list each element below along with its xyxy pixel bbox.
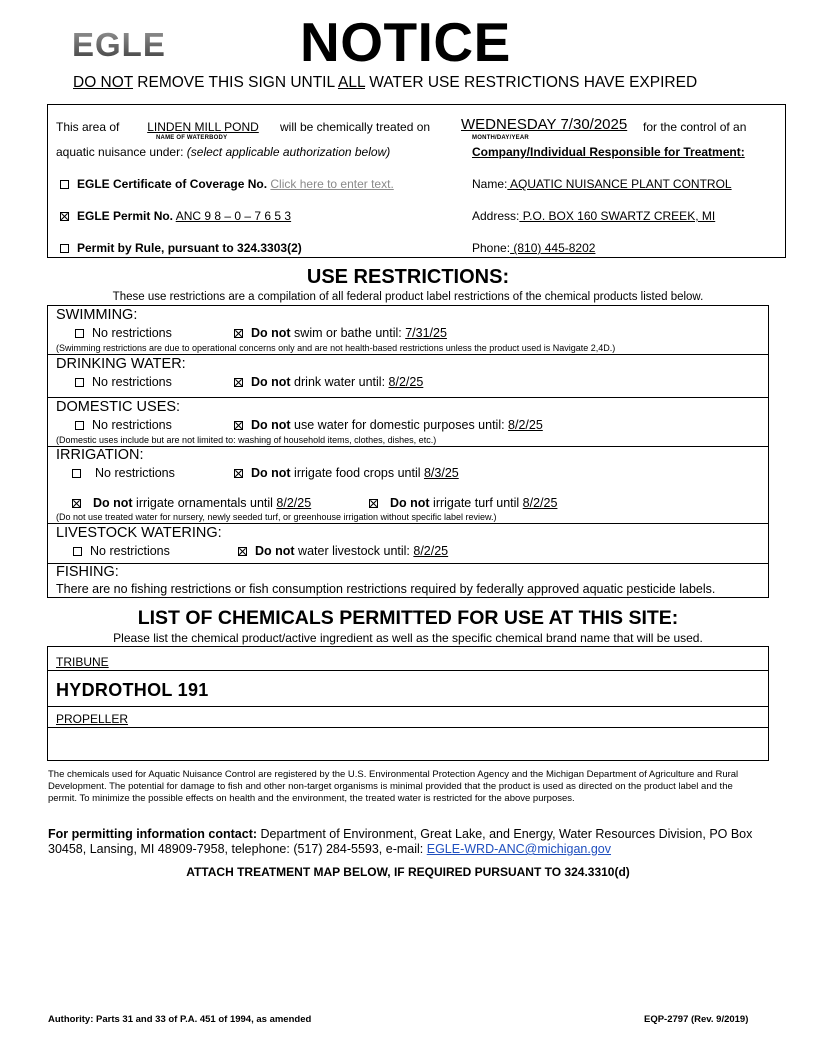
treatment-line-1 (56, 120, 119, 134)
irrigation-turf-do-not[interactable] (369, 496, 557, 510)
contact-name (472, 177, 732, 191)
divider (47, 354, 769, 355)
certificate-input[interactable]: Click here to enter text. (270, 177, 394, 191)
drinking-title: DRINKING WATER: (56, 356, 186, 372)
subtitle-text-1: REMOVE THIS SIGN UNTIL (133, 74, 338, 91)
phone-label: Phone: (472, 241, 511, 255)
irrigation-ornamental-checkbox[interactable] (72, 499, 81, 508)
waterbody-caption: NAME OF WATERBODY (156, 135, 228, 141)
domestic-do-not[interactable] (234, 418, 543, 432)
domestic-date: 8/2/25 (508, 418, 543, 432)
waterbody-name: LINDEN MILL POND (147, 120, 259, 134)
irrigation-note: (Do not use treated water for nursery, newly seeded turf, or greenhouse irrigation without specific label review.) (56, 512, 497, 522)
do-not-label: Do not (251, 375, 291, 389)
irrigation-ornamental-do-not[interactable] (72, 496, 311, 510)
subtitle-all: ALL (337, 74, 365, 91)
contact-label: For permitting information contact: (48, 827, 258, 841)
drinking-no-restrictions-checkbox[interactable] (75, 378, 84, 387)
livestock-no-restrictions-checkbox[interactable] (73, 547, 82, 556)
do-not-label: Do not (255, 544, 295, 558)
treatment-suffix: for the control of an (643, 120, 747, 134)
subtitle-text-2: WATER USE RESTRICTIONS HAVE EXPIRED (365, 74, 698, 91)
domestic-no-restrictions[interactable] (75, 418, 172, 432)
domestic-do-not-checkbox[interactable] (234, 421, 243, 430)
permit-by-rule-label: Permit by Rule, pursuant to 324.3303(2) (77, 241, 302, 255)
address-label: Address: (472, 209, 520, 223)
date-caption: MONTH/DAY/YEAR (472, 135, 529, 141)
egle-logo-graphic (72, 26, 174, 62)
livestock-date: 8/2/25 (413, 544, 449, 558)
name-value: AQUATIC NUISANCE PLANT CONTROL (507, 177, 732, 191)
chemicals-table (47, 646, 769, 761)
chemical-row-2[interactable]: HYDROTHOL 191 (56, 680, 209, 700)
no-restrictions-label: No restrictions (95, 466, 175, 480)
attach-map-instruction: ATTACH TREATMENT MAP BELOW, IF REQUIRED PURSUANT TO 324.3310(d) (186, 865, 630, 879)
do-not-label: Do not (251, 466, 291, 480)
irrigation-ornamental-text: irrigate ornamentals until (132, 496, 277, 510)
use-restrictions-intro: These use restrictions are a compilation of all federal product label restrictions of the chemical products listed below. (112, 291, 704, 303)
irrigation-no-restrictions[interactable] (72, 466, 175, 480)
treatment-middle-text: will be chemically treated on (280, 120, 431, 134)
address-value: P.O. BOX 160 SWARTZ CREEK, MI (519, 209, 716, 223)
divider (47, 446, 769, 447)
contact-address (472, 209, 715, 223)
no-restrictions-label: No restrictions (92, 375, 172, 389)
livestock-text: water livestock until: (294, 544, 414, 558)
permit-number[interactable]: ANC 9 8 – 0 – 7 6 5 3 (175, 209, 292, 223)
email-link[interactable]: EGLE-WRD-ANC@michigan.gov (426, 842, 612, 856)
do-not-label: Do not (251, 326, 291, 340)
line2-italic: (select applicable authorization below) (186, 145, 391, 159)
irrigation-food-checkbox[interactable] (234, 469, 243, 478)
domestic-text: use water for domestic purposes until: (290, 418, 509, 432)
permit-checkbox[interactable] (60, 212, 69, 221)
domestic-no-restrictions-checkbox[interactable] (75, 421, 84, 430)
do-not-label: Do not (251, 418, 291, 432)
drinking-no-restrictions[interactable] (75, 375, 172, 389)
chemical-row-3[interactable]: PROPELLER (56, 712, 129, 726)
swimming-do-not-checkbox[interactable] (234, 329, 243, 338)
contact-phone (472, 241, 595, 255)
fishing-title: FISHING: (56, 564, 119, 580)
swimming-no-restrictions[interactable] (75, 326, 172, 340)
contact-text: Department of Environment, Great Lake, and Energy, Water Resources Division, PO Box 30458, Lansing, MI 48909-7958, telephone: (517) 284-5593, e-mail: (48, 827, 753, 856)
divider (47, 563, 769, 564)
domestic-note: (Domestic uses include but are not limited to: washing of household items, clothes, dishes, etc.) (56, 435, 437, 445)
responsible-heading: Company/Individual Responsible for Treatment: (472, 145, 745, 159)
notice-subtitle (73, 74, 697, 92)
chemicals-heading: LIST OF CHEMICALS PERMITTED FOR USE AT THIS SITE: (137, 607, 679, 629)
irrigation-turf-checkbox[interactable] (369, 499, 378, 508)
svg-text:EGLE: EGLE (72, 26, 166, 62)
phone-value: (810) 445-8202 (510, 241, 596, 255)
certificate-checkbox[interactable] (60, 180, 69, 189)
line2-prefix: aquatic nuisance under: (56, 145, 184, 159)
irrigation-no-restrictions-checkbox[interactable] (72, 469, 81, 478)
chemical-row-1[interactable]: TRIBUNE (56, 655, 109, 669)
irrigation-food-text: irrigate food crops until (290, 466, 424, 480)
subtitle-do-not: DO NOT (73, 74, 133, 91)
divider (47, 397, 769, 398)
divider (47, 727, 769, 728)
permit-by-rule-checkbox[interactable] (60, 244, 69, 253)
name-label: Name: (472, 177, 508, 191)
swimming-text: swim or bathe until: (290, 326, 406, 340)
no-restrictions-label: No restrictions (92, 418, 172, 432)
do-not-label: Do not (390, 496, 430, 510)
treatment-date: WEDNESDAY 7/30/2025 (461, 116, 628, 133)
livestock-title: LIVESTOCK WATERING: (56, 525, 222, 541)
area-prefix: This area of (56, 120, 120, 134)
drinking-text: drink water until: (290, 375, 389, 389)
domestic-title: DOMESTIC USES: (56, 399, 181, 415)
option-certificate[interactable] (60, 177, 394, 191)
irrigation-ornamental-date: 8/2/25 (276, 496, 312, 510)
livestock-do-not[interactable] (238, 544, 448, 558)
no-restrictions-label: No restrictions (90, 544, 170, 558)
swimming-date: 7/31/25 (405, 326, 447, 340)
egle-logo (72, 26, 174, 62)
swimming-title: SWIMMING: (56, 307, 138, 323)
permitting-contact (48, 827, 768, 857)
irrigation-turf-text: irrigate turf until (429, 496, 523, 510)
irrigation-turf-date: 8/2/25 (522, 496, 558, 510)
authority-text: Authority: Parts 31 and 33 of P.A. 451 of 1994, as amended (48, 1014, 312, 1025)
drinking-date: 8/2/25 (388, 375, 424, 389)
permit-label: EGLE Permit No. (77, 209, 174, 223)
registration-text: The chemicals used for Aquatic Nuisance Control are registered by the U.S. Environmental Protection Agency and the Michigan Department of Agriculture and Rural Development. The potential for damage to fish and other non-target organisms is minimal provided that the product is used as directed on the product label and the permit. To minimize the possible effects on health and the environment, the treated water is restricted for the above purposes. (48, 769, 739, 804)
swimming-do-not[interactable] (234, 326, 447, 340)
no-restrictions-label: No restrictions (92, 326, 172, 340)
form-id: EQP-2797 (Rev. 9/2019) (644, 1014, 749, 1025)
notice-title: NOTICE (300, 11, 511, 73)
drinking-do-not-checkbox[interactable] (234, 378, 243, 387)
fishing-text: There are no fishing restrictions or fish consumption restrictions required by federally approved aquatic pesticide labels. (56, 582, 716, 596)
certificate-label: EGLE Certificate of Coverage No. (77, 177, 268, 191)
divider (47, 670, 769, 671)
swimming-note: (Swimming restrictions are due to operational concerns only and are not health-based restrictions unless the product used is Navigate 2,4D.) (56, 343, 616, 353)
swimming-no-restrictions-checkbox[interactable] (75, 329, 84, 338)
do-not-label: Do not (93, 496, 133, 510)
treatment-line-2 (56, 145, 390, 159)
livestock-no-restrictions[interactable] (73, 544, 170, 558)
divider (47, 523, 769, 524)
option-permit[interactable] (60, 209, 291, 223)
option-permit-by-rule[interactable] (60, 241, 302, 255)
chemicals-intro: Please list the chemical product/active ingredient as well as the specific chemical brand name that will be used. (113, 631, 703, 645)
irrigation-food-date: 8/3/25 (423, 466, 459, 480)
use-restrictions-heading: USE RESTRICTIONS: (306, 266, 510, 288)
drinking-do-not[interactable] (234, 375, 423, 389)
irrigation-food-do-not[interactable] (234, 466, 459, 480)
livestock-do-not-checkbox[interactable] (238, 547, 247, 556)
divider (47, 706, 769, 707)
irrigation-title: IRRIGATION: (56, 447, 144, 463)
